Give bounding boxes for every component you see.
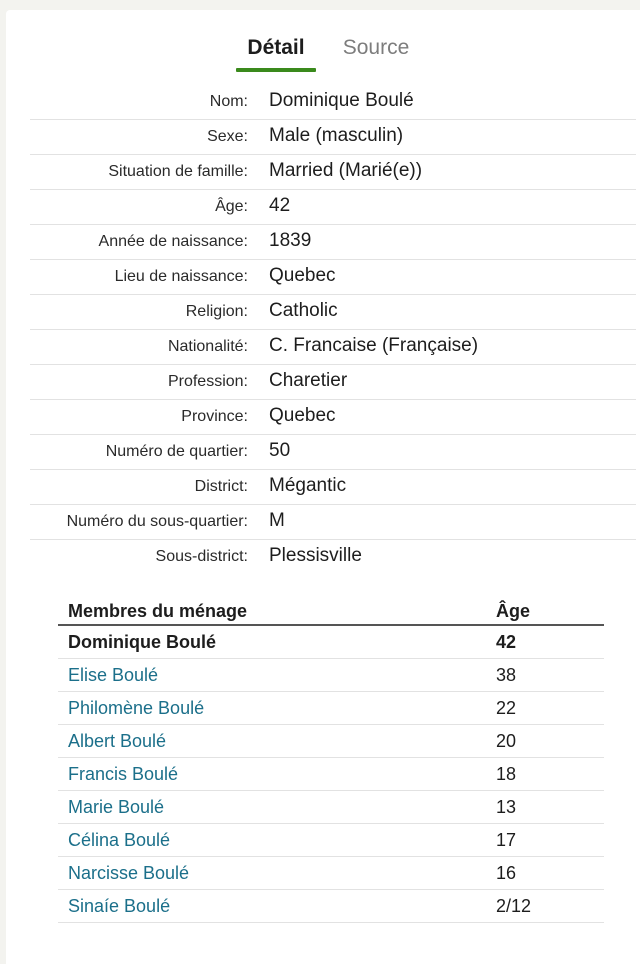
tab-bar xyxy=(6,32,640,82)
detail-label: Nationalité: xyxy=(167,338,248,355)
detail-value: Charetier xyxy=(269,370,348,391)
detail-label: Numéro de quartier: xyxy=(105,443,248,460)
detail-value: C. Francaise (Française) xyxy=(269,335,479,356)
detail-value: M xyxy=(269,510,285,531)
detail-value: Dominique Boulé xyxy=(269,90,414,111)
tab-detail-label: Détail xyxy=(247,36,305,59)
detail-label: Numéro du sous-quartier: xyxy=(66,513,248,530)
detail-row xyxy=(30,260,636,295)
household-member-age: 42 xyxy=(496,632,517,652)
detail-row xyxy=(30,120,636,155)
household-member-link[interactable]: Sinaíe Boulé xyxy=(68,896,171,916)
household-member-link[interactable]: Elise Boulé xyxy=(68,665,159,685)
household-member-row xyxy=(58,758,604,791)
household-table-header xyxy=(58,598,604,626)
detail-label: Lieu de naissance: xyxy=(114,268,248,285)
detail-value: 1839 xyxy=(269,230,312,251)
detail-label: Religion: xyxy=(185,303,248,320)
record-card xyxy=(6,10,640,964)
detail-row xyxy=(30,85,636,120)
detail-label: Année de naissance: xyxy=(98,233,248,250)
household-member-row xyxy=(58,626,604,659)
detail-row xyxy=(30,225,636,260)
detail-row xyxy=(30,540,636,574)
household-member-age: 22 xyxy=(496,698,517,718)
detail-value: Male (masculin) xyxy=(269,125,404,146)
detail-row xyxy=(30,365,636,400)
tab-detail[interactable] xyxy=(236,32,316,82)
household-member-name: Dominique Boulé xyxy=(68,632,216,652)
detail-value: Quebec xyxy=(269,265,336,286)
household-member-row xyxy=(58,791,604,824)
detail-value: Mégantic xyxy=(269,475,347,496)
household-member-link[interactable]: Narcisse Boulé xyxy=(68,863,190,883)
detail-row xyxy=(30,295,636,330)
detail-value: Plessisville xyxy=(269,545,362,566)
detail-label: Situation de famille: xyxy=(108,163,248,180)
detail-label: Sexe: xyxy=(207,128,248,145)
detail-row xyxy=(30,400,636,435)
household-member-link[interactable]: Francis Boulé xyxy=(68,764,179,784)
detail-value: Quebec xyxy=(269,405,336,426)
tab-source-label: Source xyxy=(342,36,410,59)
household-member-row xyxy=(58,692,604,725)
detail-value: Catholic xyxy=(269,300,338,321)
detail-value: 50 xyxy=(269,440,291,461)
detail-row xyxy=(30,330,636,365)
detail-row xyxy=(30,435,636,470)
detail-row xyxy=(30,190,636,225)
household-table xyxy=(58,598,604,923)
detail-row xyxy=(30,155,636,190)
household-member-age: 16 xyxy=(496,863,517,883)
household-age-header: Âge xyxy=(496,601,531,621)
detail-label: Nom: xyxy=(209,93,248,110)
household-rows xyxy=(58,626,604,923)
household-member-link[interactable]: Marie Boulé xyxy=(68,797,165,817)
household-name-header: Membres du ménage xyxy=(68,601,248,621)
detail-label: Province: xyxy=(181,408,248,425)
detail-row xyxy=(30,470,636,505)
detail-list xyxy=(30,85,636,574)
household-member-age: 38 xyxy=(496,665,517,685)
detail-value: Married (Marié(e)) xyxy=(269,160,423,181)
household-member-link[interactable]: Philomène Boulé xyxy=(68,698,205,718)
household-member-link[interactable]: Célina Boulé xyxy=(68,830,171,850)
detail-value: 42 xyxy=(269,195,291,216)
detail-label: District: xyxy=(194,478,248,495)
household-member-age: 2/12 xyxy=(496,896,532,916)
detail-label: Profession: xyxy=(167,373,248,390)
tab-source[interactable] xyxy=(336,32,416,82)
household-member-row xyxy=(58,725,604,758)
household-member-link[interactable]: Albert Boulé xyxy=(68,731,167,751)
household-member-row xyxy=(58,659,604,692)
detail-label: Âge: xyxy=(215,198,248,215)
household-member-age: 17 xyxy=(496,830,517,850)
detail-row xyxy=(30,505,636,540)
household-member-age: 13 xyxy=(496,797,517,817)
active-tab-indicator xyxy=(236,68,316,72)
detail-label: Sous-district: xyxy=(155,548,248,565)
household-member-age: 18 xyxy=(496,764,517,784)
household-member-row xyxy=(58,857,604,890)
household-member-row xyxy=(58,890,604,923)
household-member-row xyxy=(58,824,604,857)
household-member-age: 20 xyxy=(496,731,517,751)
